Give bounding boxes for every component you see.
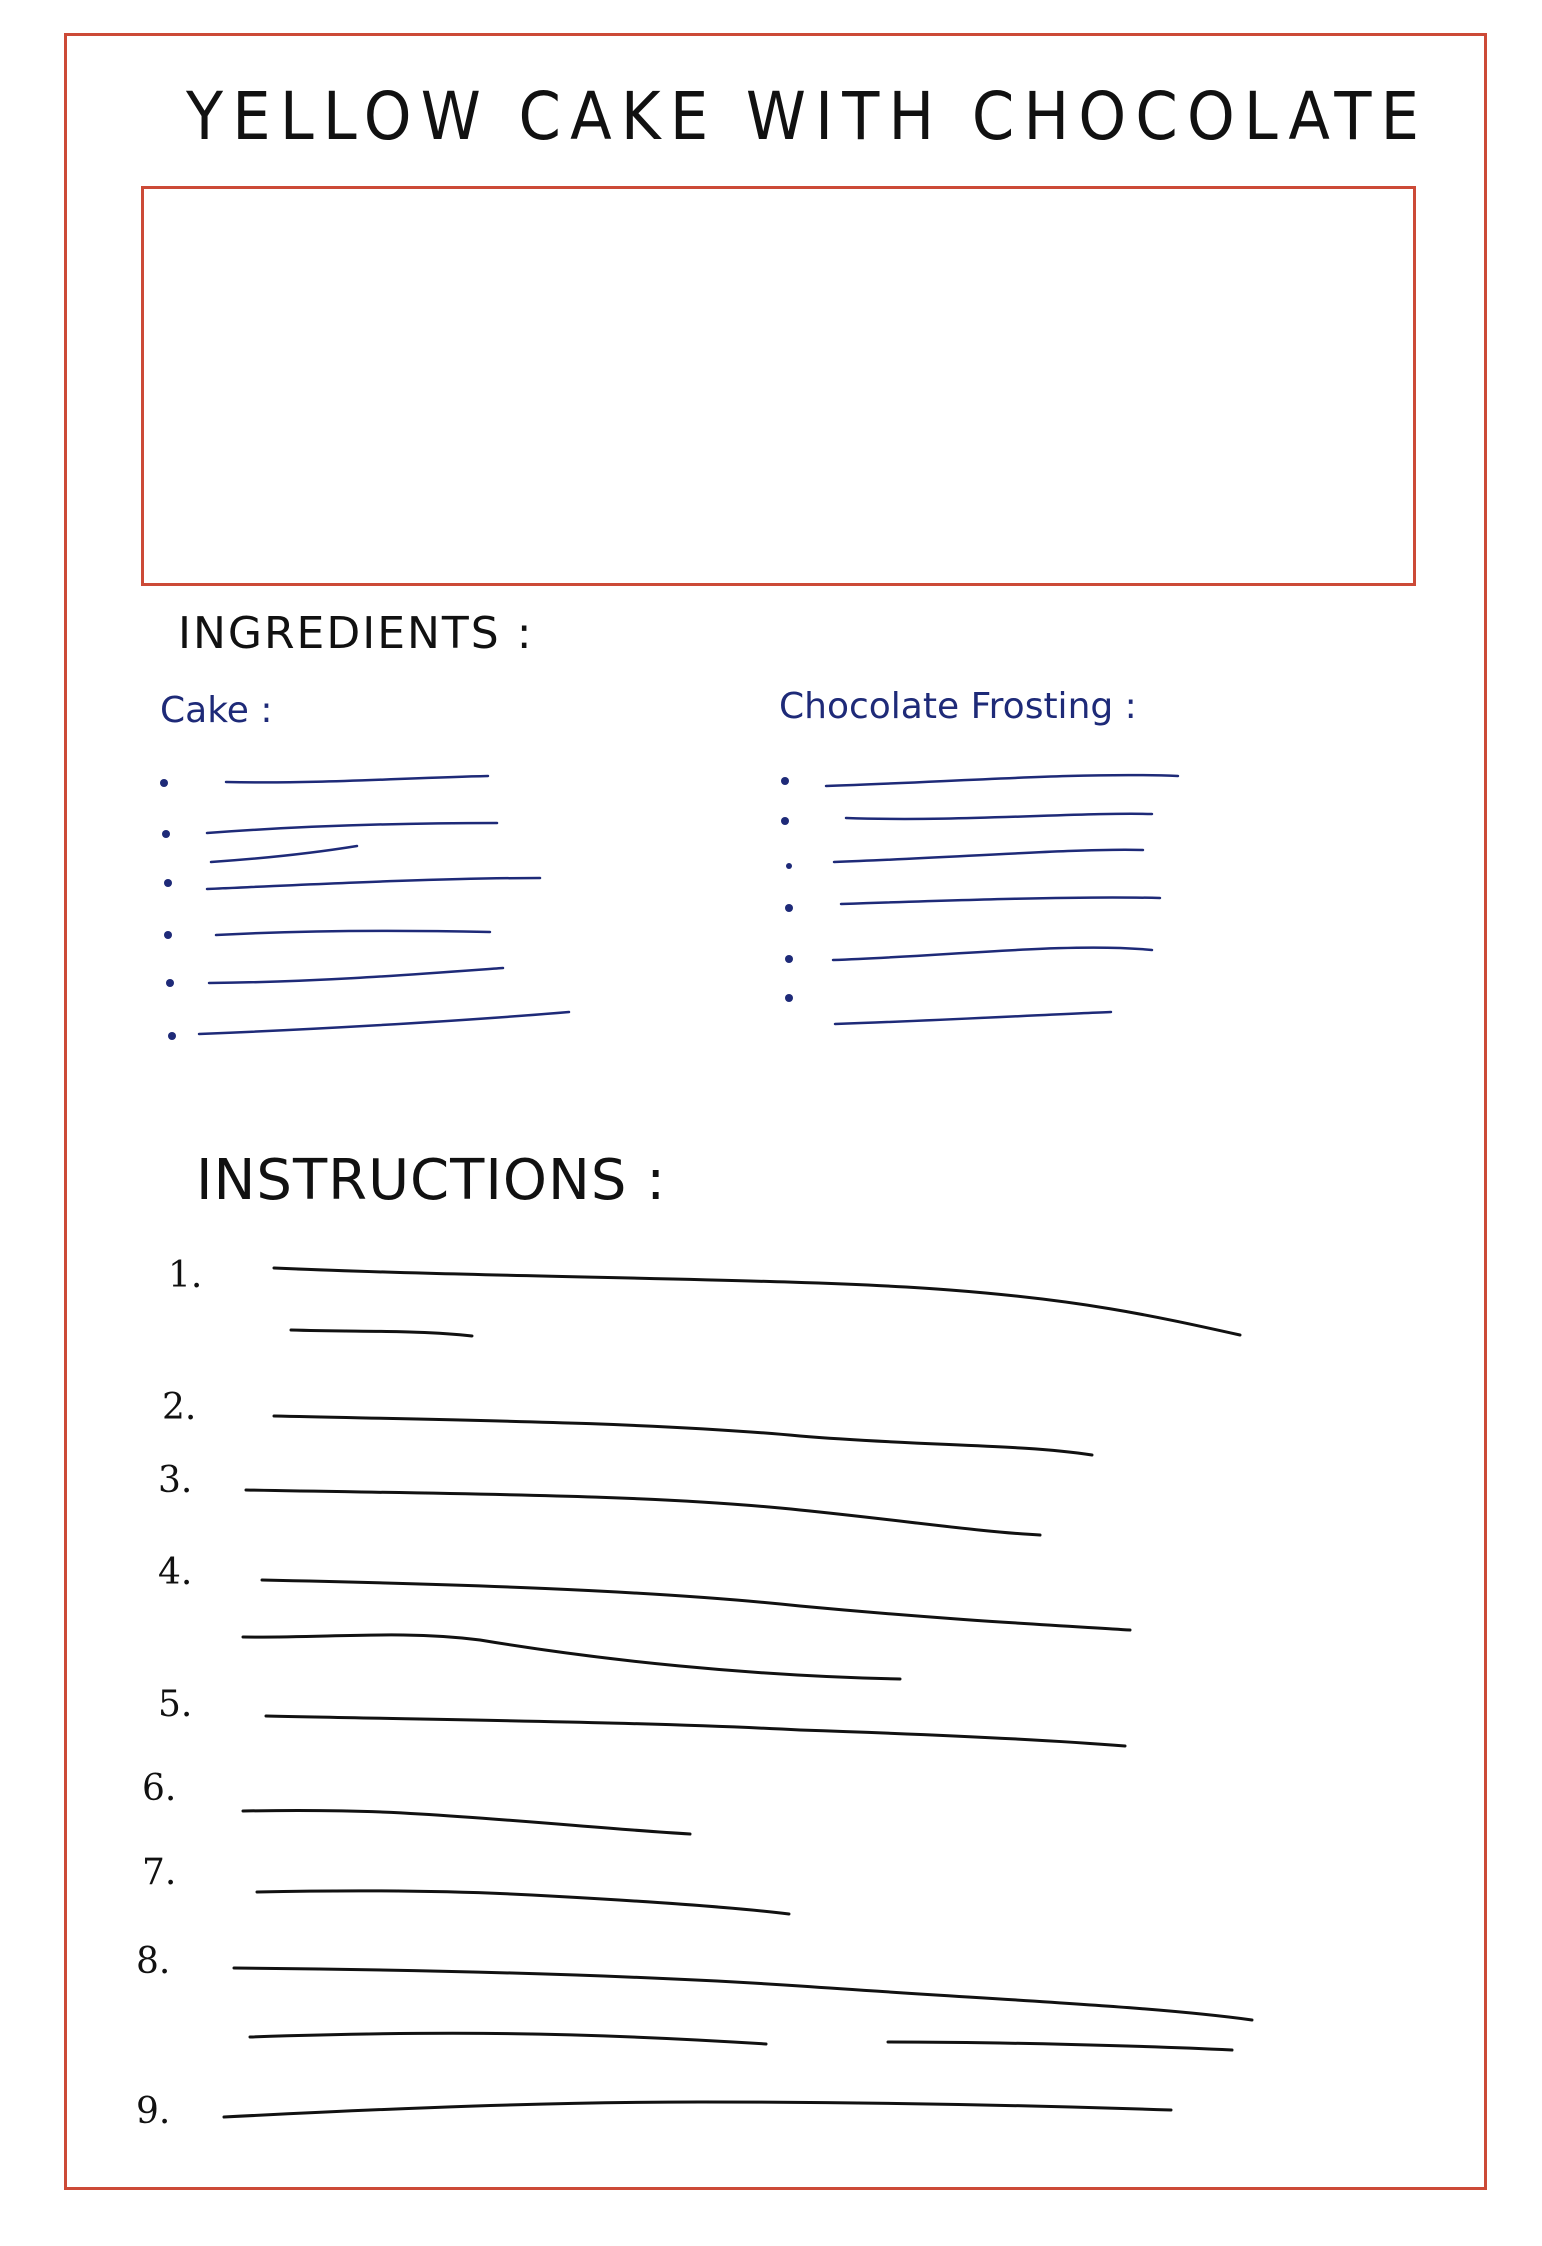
- frosting-subheading: Chocolate Frosting :: [779, 686, 1137, 727]
- step-7-line: [257, 1891, 789, 1914]
- step-4-line: [262, 1580, 1130, 1630]
- step-number: 4.: [158, 1552, 193, 1593]
- step-number: 3.: [158, 1460, 193, 1501]
- step-4-line: [243, 1635, 900, 1679]
- step-number: 1.: [168, 1255, 203, 1296]
- cake-subheading: Cake :: [160, 690, 273, 731]
- step-3-line: [246, 1490, 1040, 1535]
- step-number: 7.: [142, 1852, 177, 1893]
- ingredients-heading: INGREDIENTS :: [178, 608, 534, 659]
- step-number: 8.: [136, 1941, 171, 1982]
- step-number: 6.: [142, 1768, 177, 1809]
- step-1-line: [291, 1330, 472, 1336]
- step-8-line: [250, 2033, 766, 2044]
- step-8-line: [234, 1968, 1252, 2020]
- step-2-line: [274, 1416, 1092, 1455]
- step-6-line: [243, 1810, 690, 1834]
- step-number: 5.: [158, 1684, 193, 1725]
- step-8-line: [888, 2042, 1232, 2050]
- step-1-line: [274, 1268, 1240, 1335]
- recipe-title: YELLOW CAKE WITH CHOCOLATE: [186, 78, 1429, 155]
- step-9-line: [224, 2102, 1171, 2117]
- instructions-heading: INSTRUCTIONS :: [196, 1148, 667, 1213]
- step-number: 9.: [136, 2091, 171, 2132]
- step-number: 2.: [162, 1387, 197, 1428]
- step-5-line: [266, 1716, 1125, 1746]
